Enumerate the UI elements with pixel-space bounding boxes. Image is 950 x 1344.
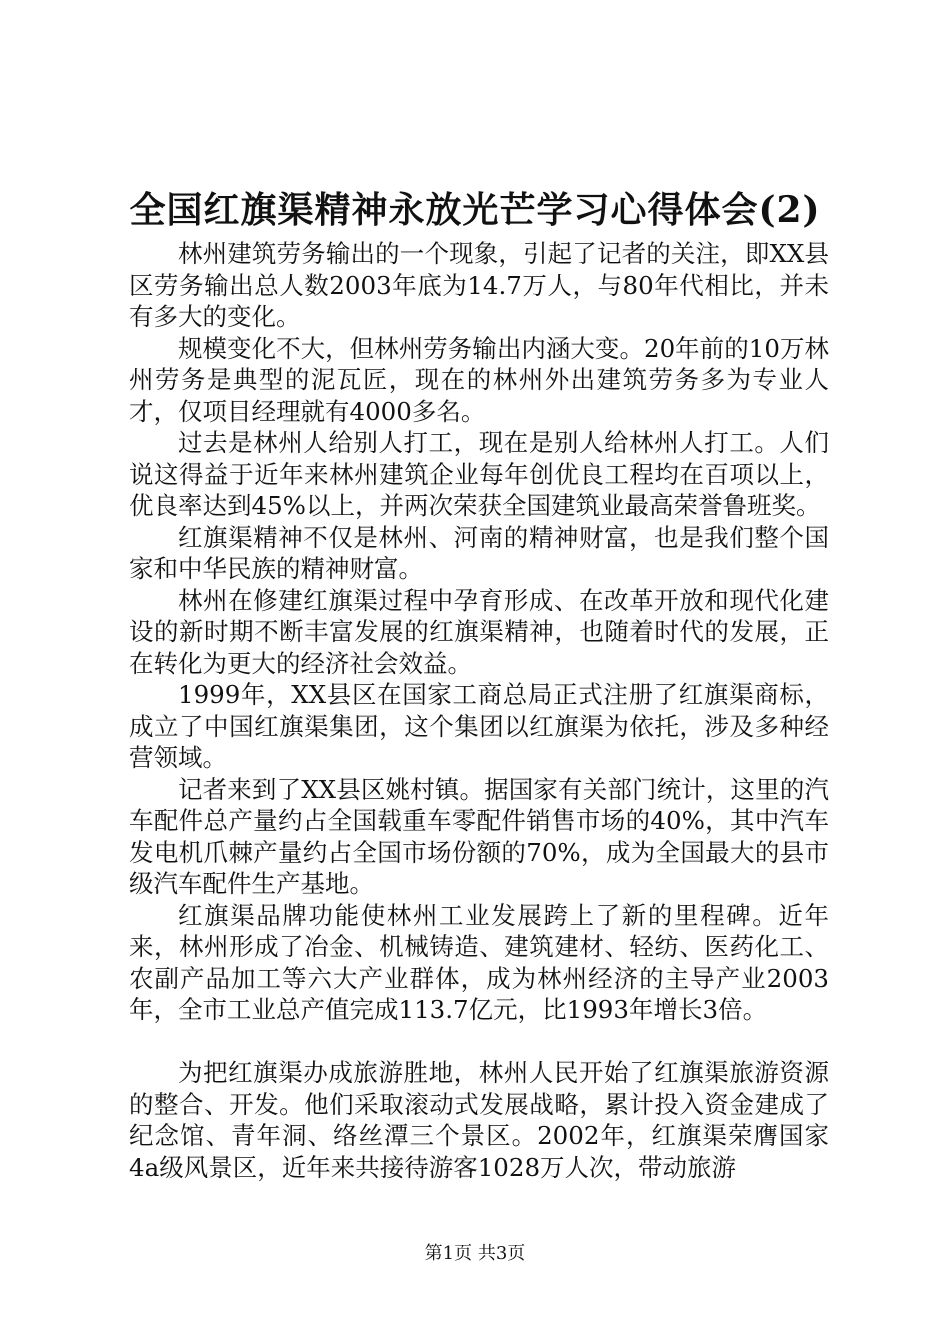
paragraph: 规模变化不大，但林州劳务输出内涵大变。20年前的10万林州劳务是典型的泥瓦匠，现在的林州外出建筑劳务多为专业人才，仅项目经理就有4000多名。 <box>129 333 829 426</box>
paragraph: 为把红旗渠办成旅游胜地，林州人民开始了红旗渠旅游资源的整合、开发。他们采取滚动式发展战略，累计投入资金建成了纪念馆、青年洞、络丝潭三个景区。2002年，红旗渠荣膺国家4a级风景区，近年来共接待游客1028万人次，带动旅游 <box>129 1058 829 1182</box>
document-body <box>129 238 829 1183</box>
page-number-footer: 第1页 共3页 <box>424 1243 526 1264</box>
paragraph: 记者来到了XX县区姚村镇。据国家有关部门统计，这里的汽车配件总产量约占全国载重车零配件销售市场的40%，其中汽车发电机爪棘产量约占全国市场份额的70%，成为全国最大的县市级汽车配件生产基地。 <box>129 774 829 898</box>
paragraph: 林州在修建红旗渠过程中孕育形成、在改革开放和现代化建设的新时期不断丰富发展的红旗渠精神，也随着时代的发展，正在转化为更大的经济社会效益。 <box>129 585 829 678</box>
paragraph: 红旗渠品牌功能使林州工业发展跨上了新的里程碑。近年来，林州形成了冶金、机械铸造、建筑建材、轻纺、医药化工、农副产品加工等六大产业群体，成为林州经济的主导产业2003年，全市工业总产值完成113.7亿元，比1993年增长3倍。 <box>129 900 829 1024</box>
paragraph: 1999年，XX县区在国家工商总局正式注册了红旗渠商标，成立了中国红旗渠集团，这个集团以红旗渠为依托，涉及多种经营领域。 <box>129 680 829 772</box>
paragraph: 红旗渠精神不仅是林州、河南的精神财富，也是我们整个国家和中华民族的精神财富。 <box>129 522 829 583</box>
paragraph: 林州建筑劳务输出的一个现象，引起了记者的关注，即XX县区劳务输出总人数2003年底为14.7万人，与80年代相比，并未有多大的变化。 <box>129 239 829 331</box>
page-title: 全国红旗渠精神永放光芒学习心得体会(2) <box>129 189 821 231</box>
paragraph: 过去是林州人给别人打工，现在是别人给林州人打工。人们说这得益于近年来林州建筑企业每年创优良工程均在百项以上，优良率达到45%以上，并两次荣获全国建筑业最高荣誉鲁班奖。 <box>129 428 829 520</box>
